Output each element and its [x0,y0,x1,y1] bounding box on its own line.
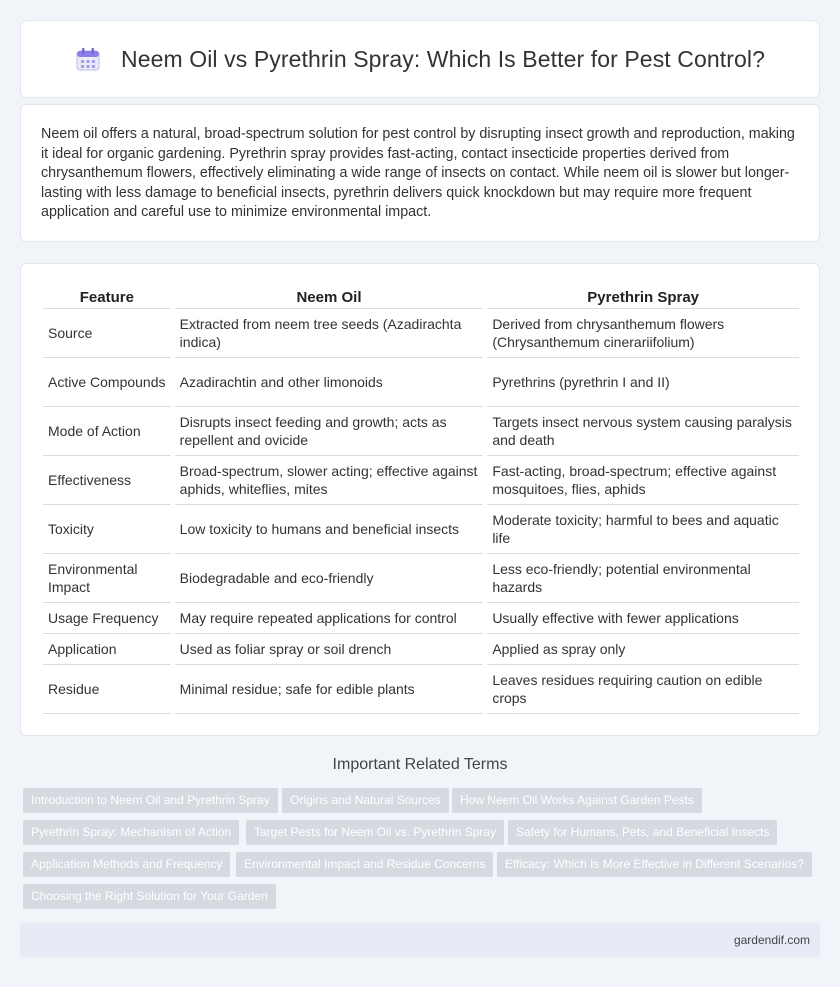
related-tag[interactable]: Choosing the Right Solution for Your Garden [23,884,276,909]
pyrethrin-cell: Usually effective with fewer applications [487,603,799,634]
table-row [43,505,799,554]
header-neem-oil: Neem Oil [175,284,484,309]
pyrethrin-cell: Moderate toxicity; harmful to bees and aquatic life [487,505,799,554]
feature-cell: Application [43,634,171,665]
related-tag[interactable]: How Neem Oil Works Against Garden Pests [452,788,702,813]
neem-cell: Biodegradable and eco-friendly [175,554,484,603]
related-tag[interactable]: Efficacy: Which Is More Effective in Different Scenarios? [497,852,812,877]
neem-cell: Broad-spectrum, slower acting; effective against aphids, whiteflies, mites [175,456,484,505]
table-row [43,407,799,456]
table-row [43,456,799,505]
page-header [20,20,820,98]
feature-cell: Effectiveness [43,456,171,505]
neem-cell: Azadirachtin and other limonoids [175,358,484,407]
page-footer [20,923,820,957]
footer-site[interactable]: gardendif.com [733,933,810,947]
calendar-icon [75,46,101,72]
pyrethrin-cell: Less eco-friendly; potential environmental hazards [487,554,799,603]
pyrethrin-cell: Targets insect nervous system causing paralysis and death [487,407,799,456]
neem-cell: Extracted from neem tree seeds (Azadirachta indica) [175,309,484,358]
related-terms-title: Important Related Terms [332,756,508,773]
comparison-table [39,284,803,714]
pyrethrin-cell: Leaves residues requiring caution on edible crops [487,665,799,714]
header-pyrethrin-spray: Pyrethrin Spray [487,284,799,309]
table-row [43,634,799,665]
table-row [43,358,799,407]
related-tag[interactable]: Origins and Natural Sources [282,788,449,813]
related-tag[interactable]: Target Pests for Neem Oil vs. Pyrethrin Spray [246,820,504,845]
related-tag[interactable]: Introduction to Neem Oil and Pyrethrin Spray [23,788,278,813]
feature-cell: Usage Frequency [43,603,171,634]
table-header-row [43,284,799,309]
table-row [43,603,799,634]
feature-cell: Mode of Action [43,407,171,456]
related-tag[interactable]: Application Methods and Frequency [23,852,230,877]
table-row [43,309,799,358]
related-tag[interactable]: Environmental Impact and Residue Concerns [236,852,493,877]
feature-cell: Toxicity [43,505,171,554]
neem-cell: Low toxicity to humans and beneficial insects [175,505,484,554]
related-tag[interactable]: Pyrethrin Spray: Mechanism of Action [23,820,239,845]
comparison-card [20,263,820,736]
pyrethrin-cell: Derived from chrysanthemum flowers (Chrysanthemum cinerariifolium) [487,309,799,358]
neem-cell: May require repeated applications for control [175,603,484,634]
pyrethrin-cell: Pyrethrins (pyrethrin I and II) [487,358,799,407]
table-row [43,665,799,714]
intro-text: Neem oil offers a natural, broad-spectrum solution for pest control by disrupting insect growth and reproduction, making it ideal for organic gardening. Pyrethrin spray provides fast-acting, contact insecticide properties derived from chrysanthemum flowers, effectively eliminating a wide range of insects on contact. While neem oil is slower but longer-lasting with less damage to beneficial insects, pyrethrin delivers quick knockdown but may require more frequent application and careful use to minimize environmental impact. [41,126,795,220]
intro-card [20,104,820,242]
feature-cell: Source [43,309,171,358]
feature-cell: Environmental Impact [43,554,171,603]
neem-cell: Disrupts insect feeding and growth; acts as repellent and ovicide [175,407,484,456]
page-title: Neem Oil vs Pyrethrin Spray: Which Is Better for Pest Control? [120,45,766,72]
table-row [43,554,799,603]
related-tag[interactable]: Safety for Humans, Pets, and Beneficial Insects [508,820,777,845]
pyrethrin-cell: Fast-acting, broad-spectrum; effective against mosquitoes, flies, aphids [487,456,799,505]
neem-cell: Minimal residue; safe for edible plants [175,665,484,714]
feature-cell: Residue [43,665,171,714]
feature-cell: Active Compounds [43,358,171,407]
neem-cell: Used as foliar spray or soil drench [175,634,484,665]
pyrethrin-cell: Applied as spray only [487,634,799,665]
header-feature: Feature [43,284,171,309]
